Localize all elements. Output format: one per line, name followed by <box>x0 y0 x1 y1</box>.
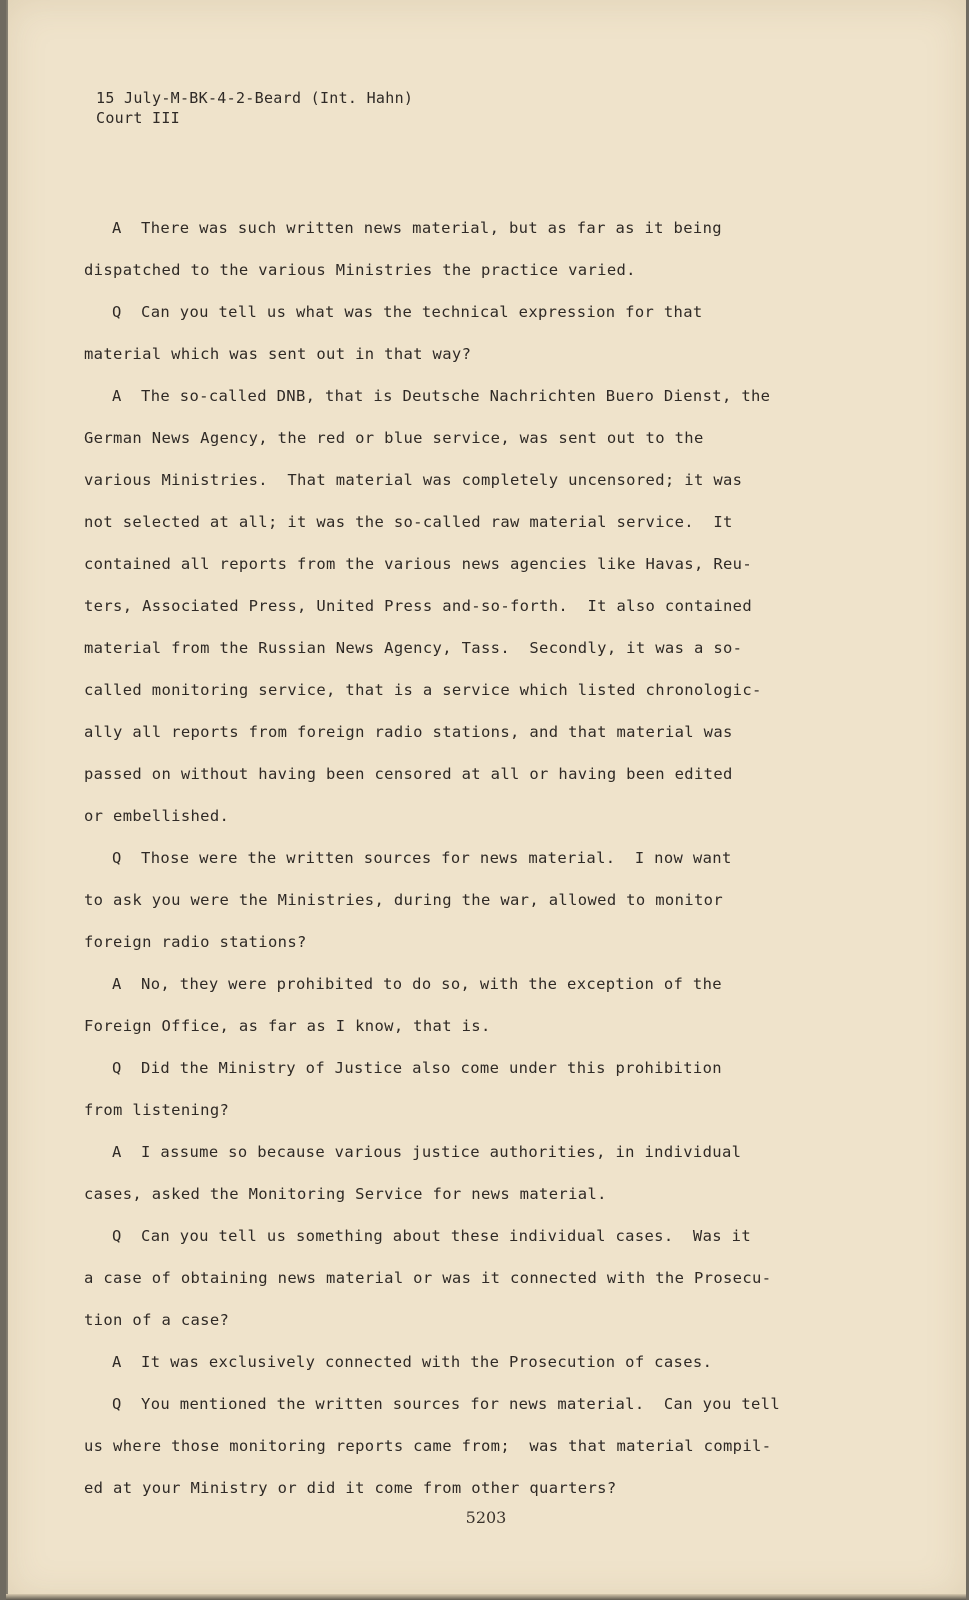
transcript-line: or embellished. <box>84 807 230 825</box>
transcript-header <box>96 88 413 128</box>
transcript-body <box>84 207 844 1509</box>
transcript-line: passed on without having been censored at all or having been edited <box>84 765 733 783</box>
transcript-line: A No, they were prohibited to do so, with the exception of the <box>112 975 722 993</box>
transcript-line: contained all reports from the various news agencies like Havas, Reu- <box>84 555 753 573</box>
transcript-line: ally all reports from foreign radio stations, and that material was <box>84 723 733 741</box>
transcript-line: Foreign Office, as far as I know, that is. <box>84 1017 491 1035</box>
transcript-line: A I assume so because various justice authorities, in individual <box>112 1143 742 1161</box>
transcript-line: Q Can you tell us something about these individual cases. Was it <box>112 1227 751 1245</box>
header-court-line: Court III <box>96 109 180 127</box>
transcript-line: from listening? <box>84 1101 230 1119</box>
transcript-line: to ask you were the Ministries, during the war, allowed to monitor <box>84 891 723 909</box>
transcript-line: foreign radio stations? <box>84 933 307 951</box>
page-number: 5203 <box>465 1508 507 1527</box>
transcript-line: cases, asked the Monitoring Service for news material. <box>84 1185 607 1203</box>
transcript-line: material which was sent out in that way? <box>84 345 472 363</box>
transcript-line: tion of a case? <box>84 1311 230 1329</box>
transcript-line: A It was exclusively connected with the Prosecution of cases. <box>112 1353 713 1371</box>
transcript-line: German News Agency, the red or blue service, was sent out to the <box>84 429 704 447</box>
transcript-line: Q Those were the written sources for news material. I now want <box>112 849 732 867</box>
document-page <box>6 0 966 1600</box>
transcript-line: not selected at all; it was the so-called raw material service. It <box>84 513 733 531</box>
transcript-line: us where those monitoring reports came from; was that material compil- <box>84 1437 772 1455</box>
transcript-line: various Ministries. That material was completely uncensored; it was <box>84 471 743 489</box>
transcript-line: called monitoring service, that is a service which listed chronologic- <box>84 681 762 699</box>
transcript-line: a case of obtaining news material or was it connected with the Prosecu- <box>84 1269 772 1287</box>
page-left-edge <box>6 0 8 1600</box>
header-session-line: 15 July-M-BK-4-2-Beard (Int. Hahn) <box>96 89 414 107</box>
transcript-line: material from the Russian News Agency, Tass. Secondly, it was a so- <box>84 639 743 657</box>
transcript-line: ed at your Ministry or did it come from other quarters? <box>84 1479 617 1497</box>
transcript-line: Q Can you tell us what was the technical expression for that <box>112 303 703 321</box>
page-bottom-edge <box>6 1594 966 1600</box>
transcript-line: Q You mentioned the written sources for news material. Can you tell <box>112 1395 781 1413</box>
transcript-line: ters, Associated Press, United Press and-so-forth. It also contained <box>84 597 753 615</box>
transcript-line: A There was such written news material, but as far as it being <box>112 219 722 237</box>
transcript-line: A The so-called DNB, that is Deutsche Nachrichten Buero Dienst, the <box>112 387 771 405</box>
transcript-line: dispatched to the various Ministries the practice varied. <box>84 261 636 279</box>
transcript-line: Q Did the Ministry of Justice also come under this prohibition <box>112 1059 722 1077</box>
